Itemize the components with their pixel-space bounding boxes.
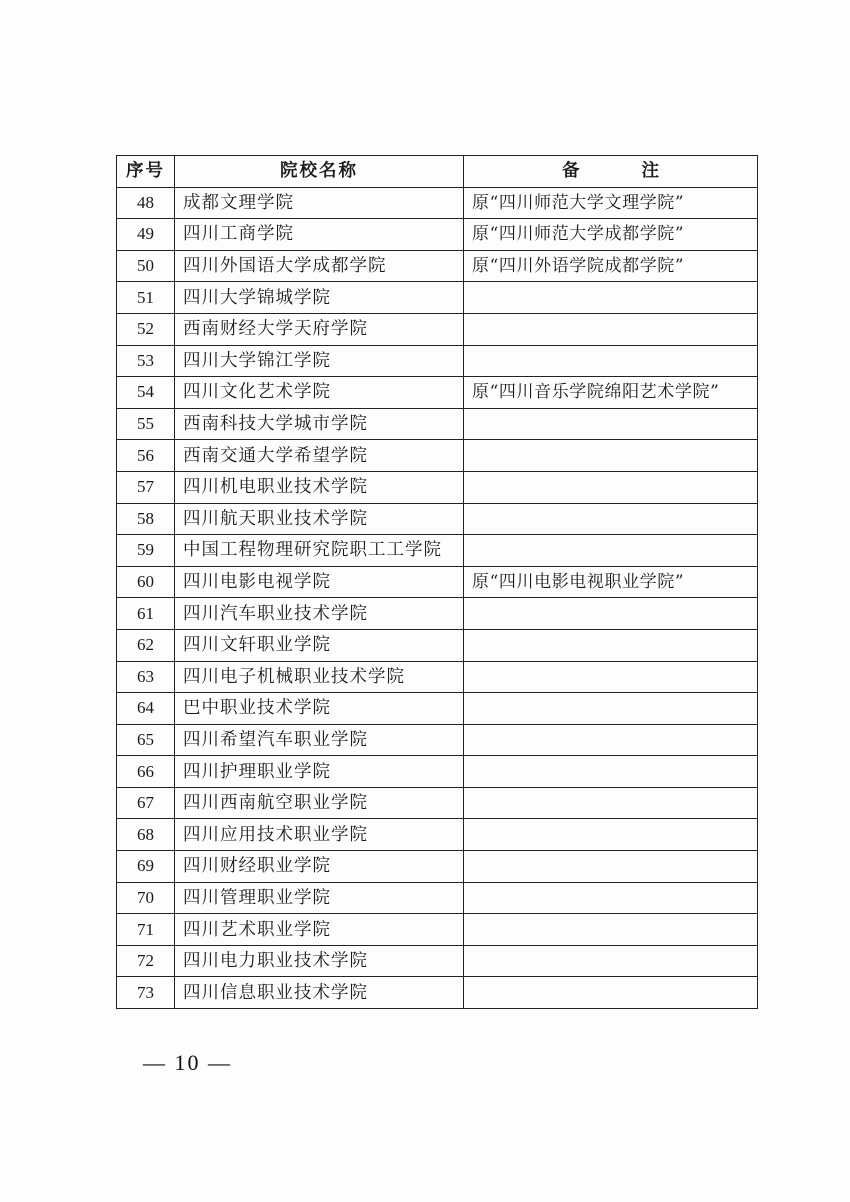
table-row [117, 977, 758, 1009]
row-remarks [464, 661, 758, 693]
table-row [117, 282, 758, 314]
table-row [117, 187, 758, 219]
row-institution-name: 四川希望汽车职业学院 [175, 724, 464, 756]
row-serial-number: 55 [117, 408, 175, 440]
table-row [117, 851, 758, 883]
page-number: — 10 — [143, 1050, 232, 1075]
row-serial-number: 69 [117, 851, 175, 883]
table-header-row [117, 156, 758, 188]
row-serial-number: 62 [117, 629, 175, 661]
row-remarks [464, 535, 758, 567]
row-institution-name: 巴中职业技术学院 [175, 693, 464, 725]
row-institution-name: 西南财经大学天府学院 [175, 313, 464, 345]
row-remarks [464, 724, 758, 756]
row-serial-number: 51 [117, 282, 175, 314]
row-serial-number: 64 [117, 693, 175, 725]
table-row [117, 219, 758, 251]
row-serial-number: 61 [117, 598, 175, 630]
row-institution-name: 四川电影电视学院 [175, 566, 464, 598]
table-row [117, 503, 758, 535]
table-row [117, 882, 758, 914]
row-institution-name: 四川艺术职业学院 [175, 914, 464, 946]
row-remarks: 原“四川师范大学成都学院” [464, 219, 758, 251]
row-institution-name: 四川管理职业学院 [175, 882, 464, 914]
row-remarks [464, 471, 758, 503]
row-institution-name: 四川工商学院 [175, 219, 464, 251]
row-institution-name: 四川航天职业技术学院 [175, 503, 464, 535]
row-serial-number: 72 [117, 945, 175, 977]
row-remarks: 原“四川师范大学文理学院” [464, 187, 758, 219]
row-serial-number: 50 [117, 250, 175, 282]
row-serial-number: 73 [117, 977, 175, 1009]
row-remarks [464, 313, 758, 345]
row-serial-number: 67 [117, 787, 175, 819]
header-serial-number: 序号 [117, 156, 175, 188]
row-serial-number: 58 [117, 503, 175, 535]
row-remarks [464, 851, 758, 883]
row-serial-number: 49 [117, 219, 175, 251]
row-institution-name: 四川文化艺术学院 [175, 377, 464, 409]
row-remarks [464, 598, 758, 630]
row-remarks [464, 282, 758, 314]
row-institution-name: 四川应用技术职业学院 [175, 819, 464, 851]
row-institution-name: 四川大学锦城学院 [175, 282, 464, 314]
row-serial-number: 71 [117, 914, 175, 946]
table-row [117, 471, 758, 503]
row-institution-name: 中国工程物理研究院职工工学院 [175, 535, 464, 567]
table-row [117, 250, 758, 282]
row-serial-number: 65 [117, 724, 175, 756]
row-institution-name: 四川文轩职业学院 [175, 629, 464, 661]
row-serial-number: 60 [117, 566, 175, 598]
table-row [117, 661, 758, 693]
table-row [117, 377, 758, 409]
table-row [117, 819, 758, 851]
table-row [117, 945, 758, 977]
row-serial-number: 66 [117, 756, 175, 788]
row-remarks [464, 914, 758, 946]
row-remarks [464, 629, 758, 661]
header-remarks: 备 注 [464, 156, 758, 188]
row-remarks [464, 345, 758, 377]
row-institution-name: 四川护理职业学院 [175, 756, 464, 788]
table-row [117, 787, 758, 819]
row-remarks [464, 503, 758, 535]
row-serial-number: 57 [117, 471, 175, 503]
row-remarks [464, 408, 758, 440]
header-institution-name: 院校名称 [175, 156, 464, 188]
row-remarks: 原“四川音乐学院绵阳艺术学院” [464, 377, 758, 409]
row-serial-number: 52 [117, 313, 175, 345]
row-serial-number: 48 [117, 187, 175, 219]
table-row [117, 724, 758, 756]
row-remarks: 原“四川外语学院成都学院” [464, 250, 758, 282]
row-institution-name: 四川大学锦江学院 [175, 345, 464, 377]
table-row [117, 914, 758, 946]
table-row [117, 598, 758, 630]
row-institution-name: 四川财经职业学院 [175, 851, 464, 883]
row-serial-number: 53 [117, 345, 175, 377]
table-row [117, 313, 758, 345]
row-institution-name: 四川电子机械职业技术学院 [175, 661, 464, 693]
row-institution-name: 四川机电职业技术学院 [175, 471, 464, 503]
table-row [117, 440, 758, 472]
institution-table [116, 155, 758, 1009]
row-remarks [464, 882, 758, 914]
row-remarks [464, 819, 758, 851]
table-row [117, 629, 758, 661]
row-serial-number: 63 [117, 661, 175, 693]
table-row [117, 756, 758, 788]
row-institution-name: 西南交通大学希望学院 [175, 440, 464, 472]
row-serial-number: 56 [117, 440, 175, 472]
row-remarks [464, 977, 758, 1009]
row-serial-number: 68 [117, 819, 175, 851]
row-remarks [464, 787, 758, 819]
row-institution-name: 西南科技大学城市学院 [175, 408, 464, 440]
row-serial-number: 59 [117, 535, 175, 567]
row-institution-name: 四川汽车职业技术学院 [175, 598, 464, 630]
row-institution-name: 四川电力职业技术学院 [175, 945, 464, 977]
table-body [117, 187, 758, 1008]
row-remarks [464, 756, 758, 788]
table-row [117, 566, 758, 598]
row-serial-number: 54 [117, 377, 175, 409]
row-institution-name: 四川信息职业技术学院 [175, 977, 464, 1009]
row-remarks [464, 693, 758, 725]
table-row [117, 535, 758, 567]
row-remarks [464, 945, 758, 977]
row-serial-number: 70 [117, 882, 175, 914]
row-remarks [464, 440, 758, 472]
table-row [117, 693, 758, 725]
row-institution-name: 四川外国语大学成都学院 [175, 250, 464, 282]
table-row [117, 345, 758, 377]
table-row [117, 408, 758, 440]
row-institution-name: 四川西南航空职业学院 [175, 787, 464, 819]
row-remarks: 原“四川电影电视职业学院” [464, 566, 758, 598]
row-institution-name: 成都文理学院 [175, 187, 464, 219]
